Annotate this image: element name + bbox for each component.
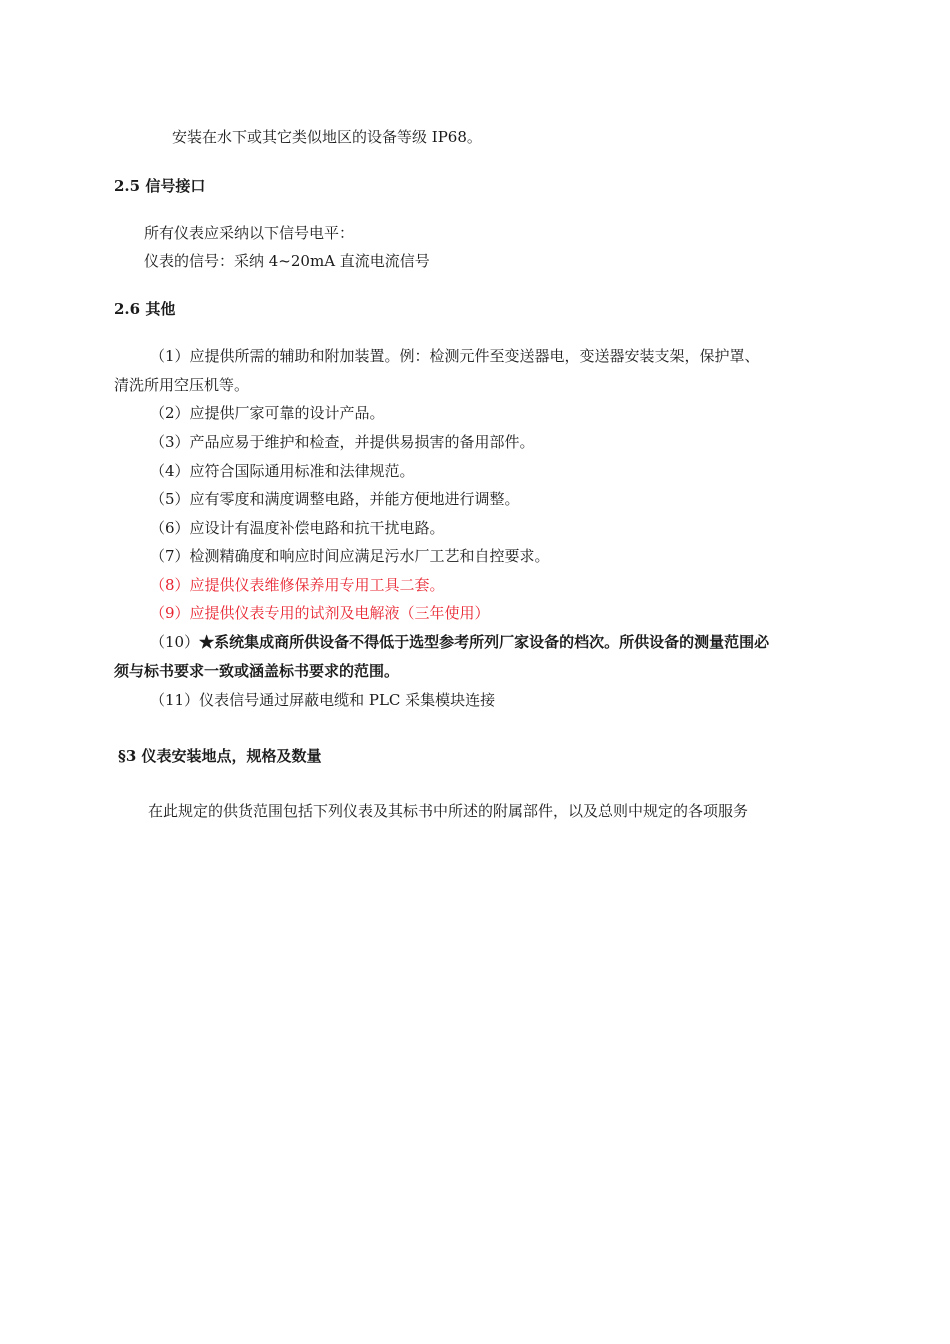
item-4: （4）应符合国际通用标准和法律规范。 — [150, 462, 415, 480]
section-3-paragraph: 在此规定的供货范围包括下列仪表及其标书中所述的附属部件，以及总则中规定的各项服务 — [148, 802, 749, 820]
item-1-line-1: （1）应提供所需的辅助和附加装置。例：检测元件至变送器电，变送器安装支架，保护罩、 — [150, 347, 760, 365]
section-2-6-heading: 2.6 其他 — [114, 300, 176, 318]
section-2-5-heading: 2.5 信号接口 — [114, 177, 206, 195]
item-7: （7）检测精确度和响应时间应满足污水厂工艺和自控要求。 — [150, 547, 550, 565]
signal-line-2: 仪表的信号：采纳 4~20mA 直流电流信号 — [144, 252, 430, 270]
section-3-heading: §3 仪表安装地点，规格及数量 — [118, 747, 322, 765]
item-10-line-1 — [150, 632, 769, 652]
item-11: （11）仪表信号通过屏蔽电缆和 PLC 采集模块连接 — [150, 691, 496, 709]
signal-line-1: 所有仪表应采纳以下信号电平： — [144, 224, 355, 242]
item-1-line-2: 清洗所用空压机等。 — [114, 376, 250, 394]
item-3: （3）产品应易于维护和检查，并提供易损害的备用部件。 — [150, 433, 535, 451]
item-10-prefix: （10） — [150, 633, 200, 651]
item-10-line-2: 须与标书要求一致或涵盖标书要求的范围。 — [114, 662, 400, 680]
item-10-bold-text: ★系统集成商所供设备不得低于选型参考所列厂家设备的档次。所供设备的测量范围必 — [199, 633, 770, 651]
item-9: （9）应提供仪表专用的试剂及电解液（三年使用） — [150, 604, 490, 622]
item-5: （5）应有零度和满度调整电路，并能方便地进行调整。 — [150, 490, 520, 508]
item-6: （6）应设计有温度补偿电路和抗干扰电路。 — [150, 519, 445, 537]
intro-paragraph: 安装在水下或其它类似地区的设备等级 IP68。 — [172, 128, 482, 146]
item-2: （2）应提供厂家可靠的设计产品。 — [150, 404, 385, 422]
item-8: （8）应提供仪表维修保养用专用工具二套。 — [150, 576, 445, 594]
